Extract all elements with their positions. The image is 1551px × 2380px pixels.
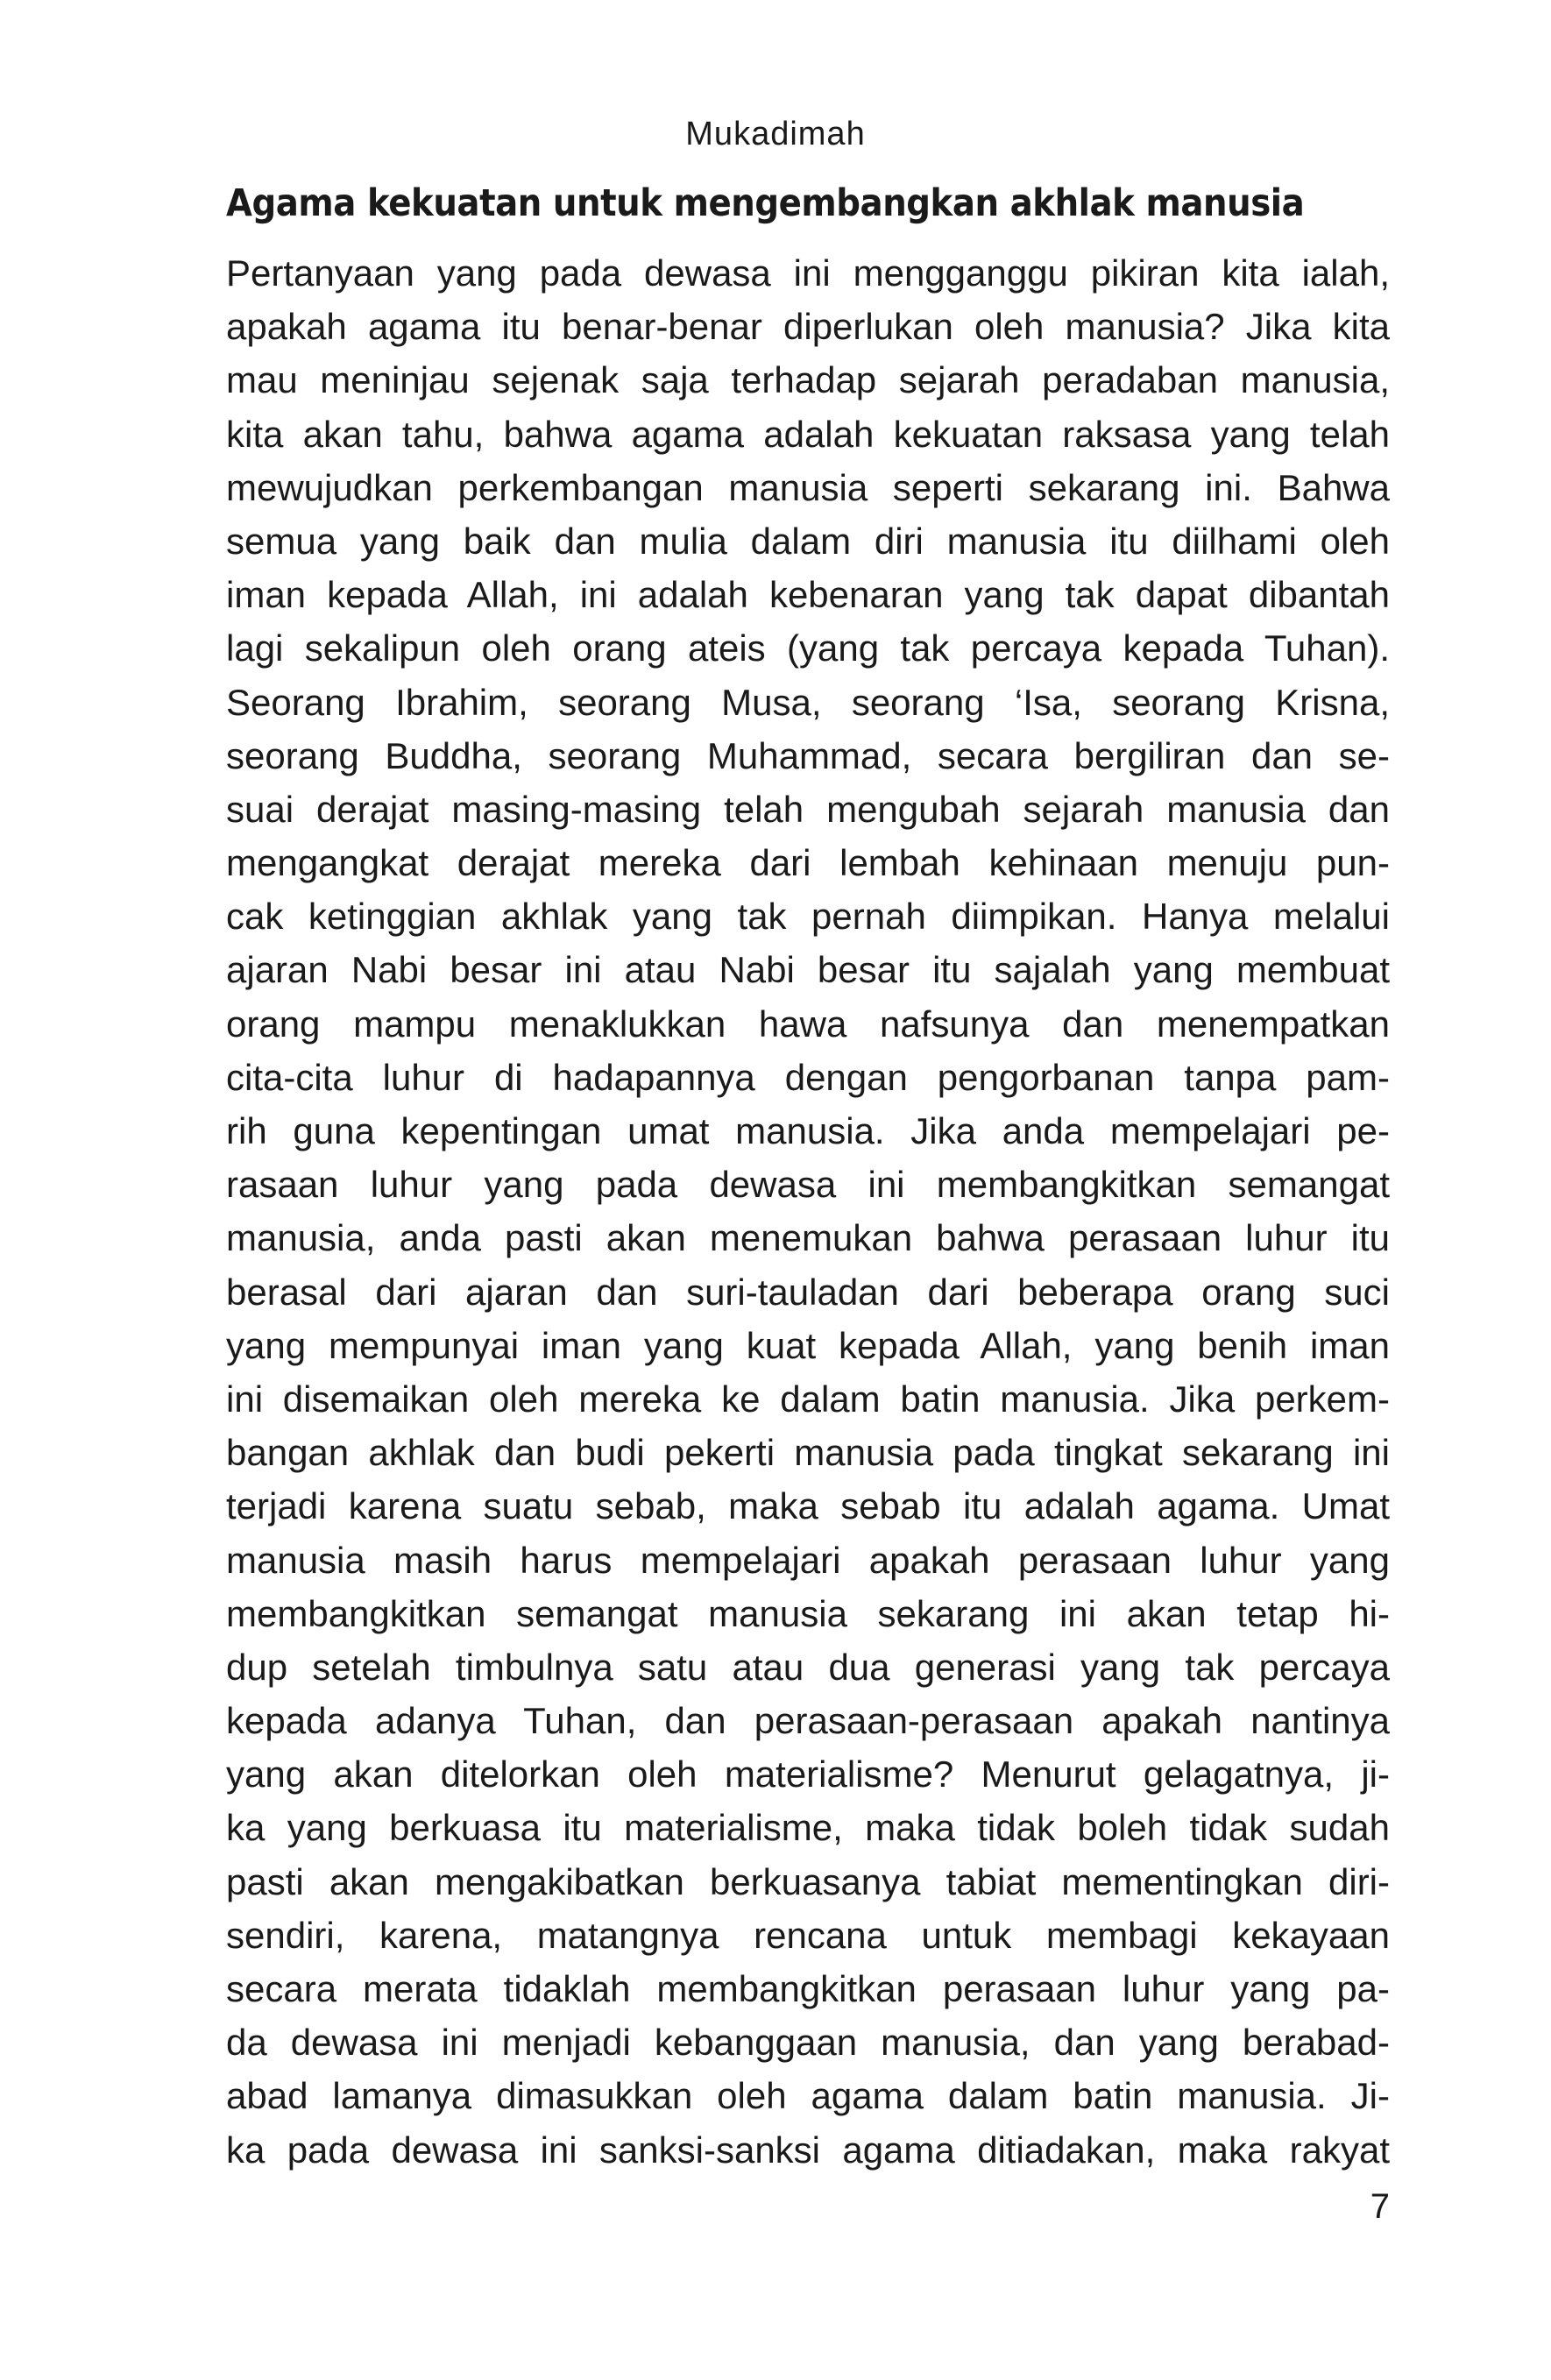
body-line: da dewasa ini menjadi kebanggaan manusia, dan yang berabad- [226,2022,1390,2064]
page-number: 7 [1370,2187,1390,2226]
body-line: bangan akhlak dan budi pekerti manusia pada tingkat sekarang ini [226,1432,1390,1474]
body-line: seorang Buddha, seorang Muhammad, secara bergiliran dan se- [226,734,1390,776]
body-line: mau meninjau sejenak saja terhadap sejarah peradaban manusia, [226,359,1390,401]
body-line: ka yang berkuasa itu materialisme, maka tidak boleh tidak sudah [226,1807,1390,1849]
body-line: cita-cita luhur di hadapannya dengan pengorbanan tanpa pam- [226,1056,1390,1098]
running-head: Mukadimah [685,116,866,152]
body-line: sendiri, karena, matangnya rencana untuk membagi kekayaan [226,1914,1390,1956]
body-line: berasal dari ajaran dan suri-tauladan dari beberapa orang suci [226,1271,1390,1313]
body-line: pasti akan mengakibatkan berkuasanya tabiat mementingkan diri- [226,1860,1390,1902]
body-line: ini disemaikan oleh mereka ke dalam batin manusia. Jika perkem- [226,1378,1390,1420]
body-line: manusia masih harus mempelajari apakah perasaan luhur yang [226,1539,1390,1581]
body-line: mengangkat derajat mereka dari lembah kehinaan menuju pun- [226,842,1390,884]
body-line: semua yang baik dan mulia dalam diri manusia itu diilhami oleh [226,520,1390,562]
body-line: apakah agama itu benar-benar diperlukan oleh manusia? Jika kita [226,306,1390,348]
body-line: orang mampu menaklukkan hawa nafsunya dan menempatkan [226,1002,1390,1045]
body-line: manusia, anda pasti akan menemukan bahwa perasaan luhur itu [226,1217,1390,1259]
body-line: abad lamanya dimasukkan oleh agama dalam batin manusia. Ji- [226,2075,1390,2117]
body-line: rasaan luhur yang pada dewasa ini membangkitkan semangat [226,1164,1390,1206]
body-line: ajaran Nabi besar ini atau Nabi besar itu sajalah yang membuat [226,949,1390,991]
body-line: Pertanyaan yang pada dewasa ini mengganggu pikiran kita ialah, [226,252,1390,294]
body-line: iman kepada Allah, ini adalah kebenaran yang tak dapat dibantah [226,574,1390,616]
body-line: rih guna kepentingan umat manusia. Jika anda mempelajari pe- [226,1110,1390,1151]
body-line: ka pada dewasa ini sanksi-sanksi agama ditiadakan, maka rakyat [226,2129,1390,2171]
body-line: membangkitkan semangat manusia sekarang ini akan tetap hi- [226,1592,1390,1634]
body-line: terjadi karena suatu sebab, maka sebab itu adalah agama. Umat [226,1485,1390,1527]
body-line: mewujudkan perkembangan manusia seperti sekarang ini. Bahwa [226,466,1390,508]
body-line: lagi sekalipun oleh orang ateis (yang tak percaya kepada Tuhan). [226,627,1390,669]
body-line: yang mempunyai iman yang kuat kepada Allah, yang benih iman [226,1324,1390,1366]
body-line: cak ketinggian akhlak yang tak pernah diimpikan. Hanya melalui [226,896,1390,938]
body-line: kepada adanya Tuhan, dan perasaan-perasaan apakah nantinya [226,1700,1390,1742]
body-line: Seorang Ibrahim, seorang Musa, seorang ‘Isa, seorang Krisna, [226,681,1390,723]
body-line: kita akan tahu, bahwa agama adalah kekuatan raksasa yang telah [226,413,1390,455]
section-heading: Agama kekuatan untuk mengembangkan akhlak manusia [226,181,1305,225]
body-line: suai derajat masing-masing telah mengubah sejarah manusia dan [226,788,1390,830]
body-paragraph [226,246,1390,2177]
body-line: yang akan ditelorkan oleh materialisme? Menurut gelagatnya, ji- [226,1753,1390,1796]
body-line: secara merata tidaklah membangkitkan perasaan luhur yang pa- [226,1968,1390,2009]
body-line: dup setelah timbulnya satu atau dua generasi yang tak percaya [226,1646,1390,1688]
